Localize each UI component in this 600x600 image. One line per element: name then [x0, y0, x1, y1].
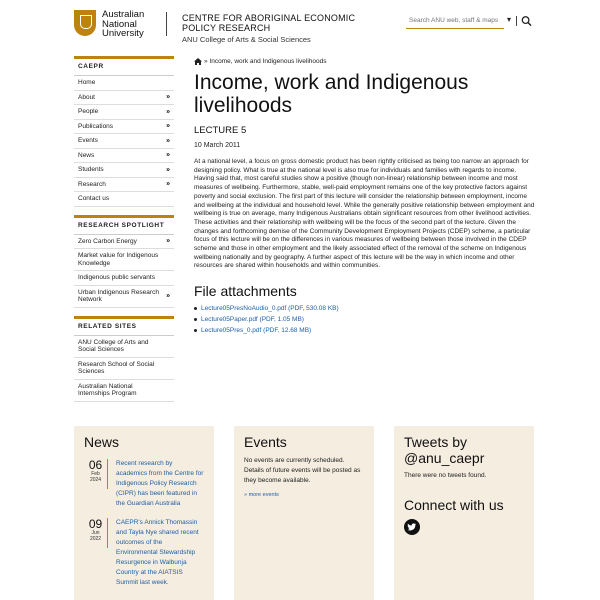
org-name[interactable]	[182, 13, 402, 44]
sidebar-item-research[interactable]	[74, 178, 174, 193]
sidebar-item-news[interactable]	[74, 149, 174, 164]
sidebar-nav	[74, 76, 174, 207]
news-year: 2024	[89, 477, 102, 483]
org-subtitle: ANU College of Arts & Social Sciences	[182, 35, 311, 44]
home-icon[interactable]	[194, 58, 202, 65]
logo-line-1: Australian	[102, 9, 145, 20]
site-header	[0, 0, 600, 48]
attachment-link[interactable]: Lecture05PresNoAudio_0.pdf (PDF, 530.08 KB)	[194, 303, 536, 314]
news-item	[84, 518, 204, 588]
twitter-icon	[404, 519, 420, 535]
sidebar-item-home[interactable]	[74, 76, 174, 91]
breadcrumb-current[interactable]: » Income, work and Indigenous livelihoods	[204, 57, 327, 65]
sidebar-item-people[interactable]	[74, 105, 174, 120]
events-message: No events are currently scheduled. Details of future events will be posted as they become available.	[244, 457, 361, 484]
attachments-heading: File attachments	[194, 283, 297, 300]
news-panel	[74, 426, 214, 600]
related-site-australian-national-internships-program[interactable]	[74, 380, 174, 402]
org-title-line-1: CENTRE FOR ABORIGINAL ECONOMIC	[182, 13, 356, 23]
chevron-right-icon[interactable]: »	[166, 93, 170, 101]
nav-item-label: Research School of Social Sciences	[78, 360, 155, 375]
nav-item-label: People	[78, 108, 99, 115]
nav-item-label: Market value for Indigenous Knowledge	[78, 252, 159, 267]
spotlight-item-zero-carbon-energy[interactable]	[74, 235, 174, 250]
news-heading: News	[84, 434, 120, 450]
nav-item-label: ANU College of Arts and Social Sciences	[78, 338, 149, 353]
chevron-right-icon[interactable]: »	[166, 108, 170, 115]
news-month: Jun	[91, 530, 100, 536]
lecture-label: LECTURE 5	[194, 125, 247, 136]
nav-item-label: Home	[78, 79, 96, 86]
main-content	[194, 56, 536, 336]
event-date: 10 March 2011	[194, 142, 241, 149]
nav-item-label: Events	[78, 137, 98, 144]
related-site-research-school-of-social-sciences[interactable]	[74, 358, 174, 380]
news-date	[84, 518, 108, 548]
news-item	[84, 459, 204, 509]
spotlight-list	[74, 235, 174, 308]
nav-item-label: News	[78, 151, 95, 159]
chevron-right-icon[interactable]: »	[166, 166, 170, 173]
nav-item-label: Contact us	[78, 195, 110, 202]
events-panel	[234, 426, 374, 600]
search-box	[406, 13, 534, 29]
connect-heading: Connect with us	[404, 497, 504, 513]
sidebar-item-about[interactable]	[74, 91, 174, 106]
news-day: 06	[88, 458, 103, 472]
search-input[interactable]	[406, 13, 504, 29]
sidebar-item-publications[interactable]	[74, 120, 174, 135]
logo-line-3: University	[102, 28, 144, 39]
attachment-link[interactable]: Lecture05Paper.pdf (PDF, 1.05 MB)	[194, 314, 536, 325]
related-site-anu-college-of-arts-and-social-sciences[interactable]	[74, 336, 174, 358]
chevron-right-icon[interactable]: »	[166, 151, 170, 159]
org-title-line-2: POLICY RESEARCH	[182, 23, 271, 33]
attachments-list	[194, 303, 536, 336]
spotlight-item-urban-indigenous-research-network[interactable]	[74, 286, 174, 308]
chevron-right-icon[interactable]: »	[166, 137, 170, 144]
chevron-right-icon[interactable]: »	[166, 122, 170, 130]
lecture-description: At a national level, a focus on gross domestic product has been rightly criticised as being too narrow an approach for designing policy. What is true at the national level is also true for individuals and families with regards to income. Having said that, most careful studies show a positive (though non-linear) relationship between income and most measures of wellbeing. Furthermore, stable, well-paid employment remains one of the key protective factors against poverty and social exclusion. The first part of this lecture will consider the relationship between employment, income and wellbeing at the individual and household level. While the generally positive relationship between employment and wellbeing is true on average, many Indigenous Australians obtain significant resources from other livelihood activities. These activities and their relationship with wellbeing will be the focus of the second part of the lecture. Given the changes and forthcoming demise of the Community Development Employment Projects (CDEP) scheme, a particular focus of this lecture will be on the differences in various measures of wellbeing between those involved in the CDEP scheme and those in other employment and the likely associated effect of the removal of the scheme on Indigenous wellbeing nationally and by geography. A further aspect of this lecture will be the way in which income and other resources are shared within households and within communities.	[194, 158, 535, 270]
nav-item-label: Students	[78, 166, 104, 173]
org-title	[182, 13, 402, 33]
tweets-heading: Tweets by @anu_caepr	[404, 434, 485, 466]
sidebar	[74, 56, 174, 402]
nav-item-label: Publications	[78, 122, 114, 130]
page-title: Income, work and Indigenous livelihoods	[194, 71, 469, 117]
news-link[interactable]: CAEPR's Annick Thomassin and Tayla Nye shared recent outcomes of the Environmental Stewardship Resurgence in Walbunja Country at the AIATSIS Summit last week.	[116, 519, 199, 586]
spotlight-item-indigenous-public-servants[interactable]	[74, 271, 174, 286]
events-heading: Events	[244, 434, 287, 450]
sidebar-item-events[interactable]	[74, 134, 174, 149]
news-month: Feb	[91, 471, 100, 477]
attachment-link[interactable]: Lecture05Pres_0.pdf (PDF, 12.68 MB)	[194, 325, 536, 336]
tweets-message: There were no tweets found.	[404, 472, 487, 479]
search-icon[interactable]	[521, 15, 532, 27]
search-scope-dropdown[interactable]: ▾	[507, 15, 512, 24]
search-divider	[516, 16, 517, 26]
nav-item-label: Australian National Internships Program	[78, 382, 137, 397]
sidebar-section-related: RELATED SITES	[74, 316, 174, 336]
logo-line-2: National	[102, 18, 137, 30]
tweets-panel	[394, 426, 534, 600]
logo-text	[102, 10, 144, 38]
nav-item-label: Urban Indigenous Research Network	[78, 288, 159, 303]
sidebar-item-contact-us[interactable]	[74, 192, 174, 207]
twitter-button[interactable]	[404, 519, 420, 535]
chevron-right-icon[interactable]: »	[166, 237, 170, 245]
sidebar-section-caepr: CAEPR	[74, 56, 174, 76]
news-year: 2022	[89, 536, 102, 542]
chevron-right-icon[interactable]: »	[166, 180, 170, 188]
news-date	[84, 459, 108, 489]
nav-item-label: Research	[78, 180, 106, 188]
more-events-link[interactable]: » more events	[244, 492, 279, 498]
chevron-right-icon[interactable]: »	[166, 292, 170, 300]
news-link[interactable]: Recent research by academics from the Centre for Indigenous Policy Research (CIPR) has been featured in the Guardian Australia	[116, 460, 204, 507]
spotlight-item-market-value-for-indigenous-knowledge[interactable]	[74, 249, 174, 271]
nav-item-label: Zero Carbon Energy	[78, 237, 137, 245]
breadcrumb	[194, 56, 536, 66]
nav-item-label: Indigenous public servants	[78, 274, 155, 281]
anu-crest-icon	[74, 10, 96, 36]
related-sites-list	[74, 336, 174, 402]
nav-item-label: About	[78, 93, 95, 101]
sidebar-section-spotlight: RESEARCH SPOTLIGHT	[74, 215, 174, 235]
header-divider	[166, 12, 167, 36]
sidebar-item-students[interactable]	[74, 163, 174, 178]
news-day: 09	[88, 517, 103, 531]
anu-logo[interactable]	[74, 10, 164, 38]
